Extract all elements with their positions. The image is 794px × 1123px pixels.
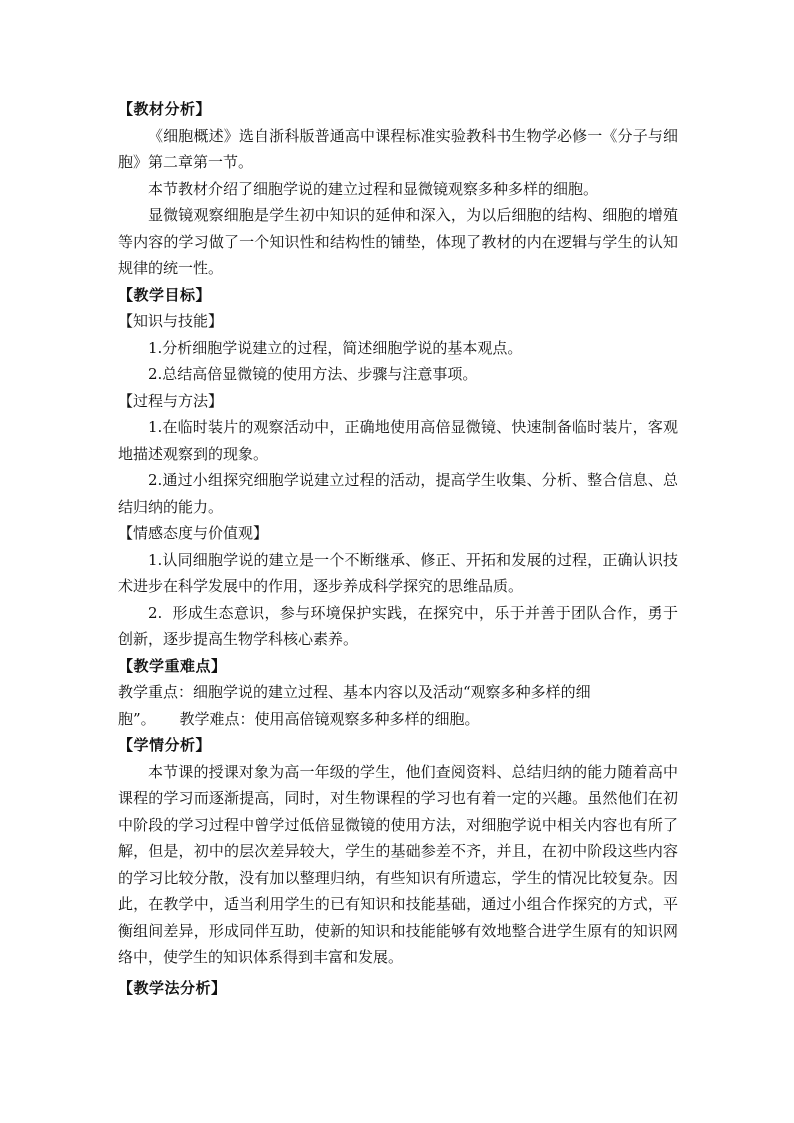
key-points-line-2: 胞”。 教学难点：使用高倍镜观察多种多样的细胞。 — [118, 709, 480, 728]
paragraph-textbook-source: 《细胞概述》选自浙科版普通高中课程标准实验教科书生物学必修一《分子与细胞》第二章第一节。 — [118, 126, 678, 171]
heading-key-points: 【教学重难点】 — [118, 656, 227, 675]
heading-teaching-goals: 【教学目标】 — [118, 285, 212, 304]
goal-knowledge-1: 1.分析细胞学说建立的过程，简述细胞学说的基本观点。 — [148, 338, 523, 357]
goal-knowledge-2: 2.总结高倍显微镜的使用方法、步骤与注意事项。 — [148, 365, 478, 383]
paragraph-student-analysis: 本节课的授课对象为高一年级的学生，他们查阅资料、总结归纳的能力随着高中课程的学习而逐渐提高，同时，对生物课程的学习也有着一定的兴趣。虽然他们在初中阶段的学习过程中曾学过低倍显微镜的使用方法，对细胞学说中相关内容也有所了解，但是，初中的层次差异较大，学生的基础参差不齐，并且，在初中阶段这些内容的学习比较分散，没有加以整理归纳，有些知识有所遗忘，学生的情况比较复杂。因此，在教学中，适当利用学生的已有知识和技能基础，通过小组合作探究的方式，平衡组间差异，形成同伴互助，使新的知识和技能能够有效地整合进学生原有的知识网络中，使学生的知识体系得到丰富和发展。 — [118, 762, 678, 966]
heading-textbook-analysis: 【教材分析】 — [118, 100, 212, 118]
goal-attitude-2: 2. 形成生态意识，参与环境保护实践，在探究中，乐于并善于团队合作，勇于创新，逐步提高生物学科核心素养。 — [118, 603, 678, 648]
key-points-line-1: 教学重点：细胞学说的建立过程、基本内容以及活动“观察多种多样的细 — [118, 683, 591, 701]
goal-process-2: 2.通过小组探究细胞学说建立过程的活动，提高学生收集、分析、整合信息、总结归纳的能力。 — [118, 471, 678, 516]
document-page — [118, 96, 678, 1001]
heading-method-analysis: 【教学法分析】 — [118, 978, 227, 997]
paragraph-textbook-content: 本节教材介绍了细胞学说的建立过程和显微镜观察多种多样的细胞。 — [148, 179, 599, 198]
goal-attitude-1: 1.认同细胞学说的建立是一个不断继承、修正、开拓和发展的过程，正确认识技术进步在科学发展中的作用，逐步养成科学探究的思维品质。 — [118, 550, 678, 595]
subheading-attitude-values: 【情感态度与价值观】 — [118, 524, 269, 542]
subheading-knowledge-skills: 【知识与技能】 — [118, 312, 224, 330]
subheading-process-methods: 【过程与方法】 — [118, 391, 224, 410]
heading-student-analysis: 【学情分析】 — [118, 736, 212, 754]
paragraph-textbook-significance: 显微镜观察细胞是学生初中知识的延伸和深入，为以后细胞的结构、细胞的增殖等内容的学习做了一个知识性和结构性的铺垫，体现了教材的内在逻辑与学生的认知规律的统一性。 — [118, 206, 678, 277]
goal-process-1: 1.在临时装片的观察活动中，正确地使用高倍显微镜、快速制备临时装片，客观地描述观察到的现象。 — [118, 418, 678, 463]
